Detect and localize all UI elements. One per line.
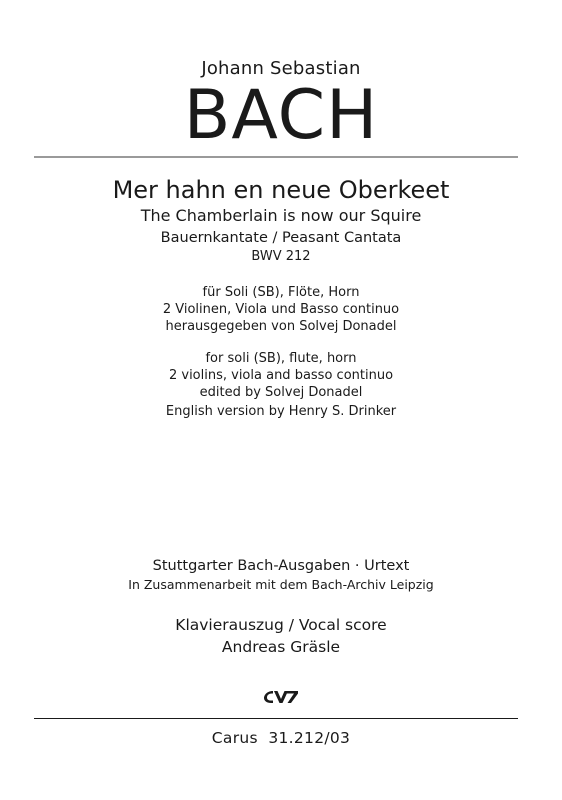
translator-line: English version by Henry S. Drinker [165,404,397,419]
footer-divider [34,718,518,719]
scoring-en-line: for soli (SB), flute, horn [205,351,357,366]
scoring-en-line: 2 violins, viola and basso continuo [168,368,394,383]
publisher-catalog-number: Carus 31.212/03 [211,729,351,747]
work-title-english: The Chamberlain is now our Squire [140,206,422,225]
scoring-de-line: für Soli (SB), Flöte, Horn [202,285,360,300]
series-name: Stuttgarter Bach-Ausgaben · Urtext [152,558,410,574]
editor-de-line: herausgegeben von Solvej Donadel [165,319,397,334]
arranger-name: Andreas Gräsle [221,638,341,656]
work-subtitle: Bauernkantate / Peasant Cantata [160,230,402,246]
work-title-german: Mer hahn en neue Oberkeet [112,176,450,204]
composer-first-names: Johann Sebastian [201,58,361,79]
series-collaboration: In Zusammenarbeit mit dem Bach-Archiv Leipzig [128,577,434,592]
header-divider [34,156,518,158]
editor-en-line: edited by Solvej Donadel [199,385,363,400]
score-type: Klavierauszug / Vocal score [175,616,387,634]
bwv-number: BWV 212 [251,249,311,264]
carus-cv-logo-icon [261,688,301,706]
scoring-de-line: 2 Violinen, Viola und Basso continuo [162,302,400,317]
composer-last-name: BACH [183,76,379,155]
